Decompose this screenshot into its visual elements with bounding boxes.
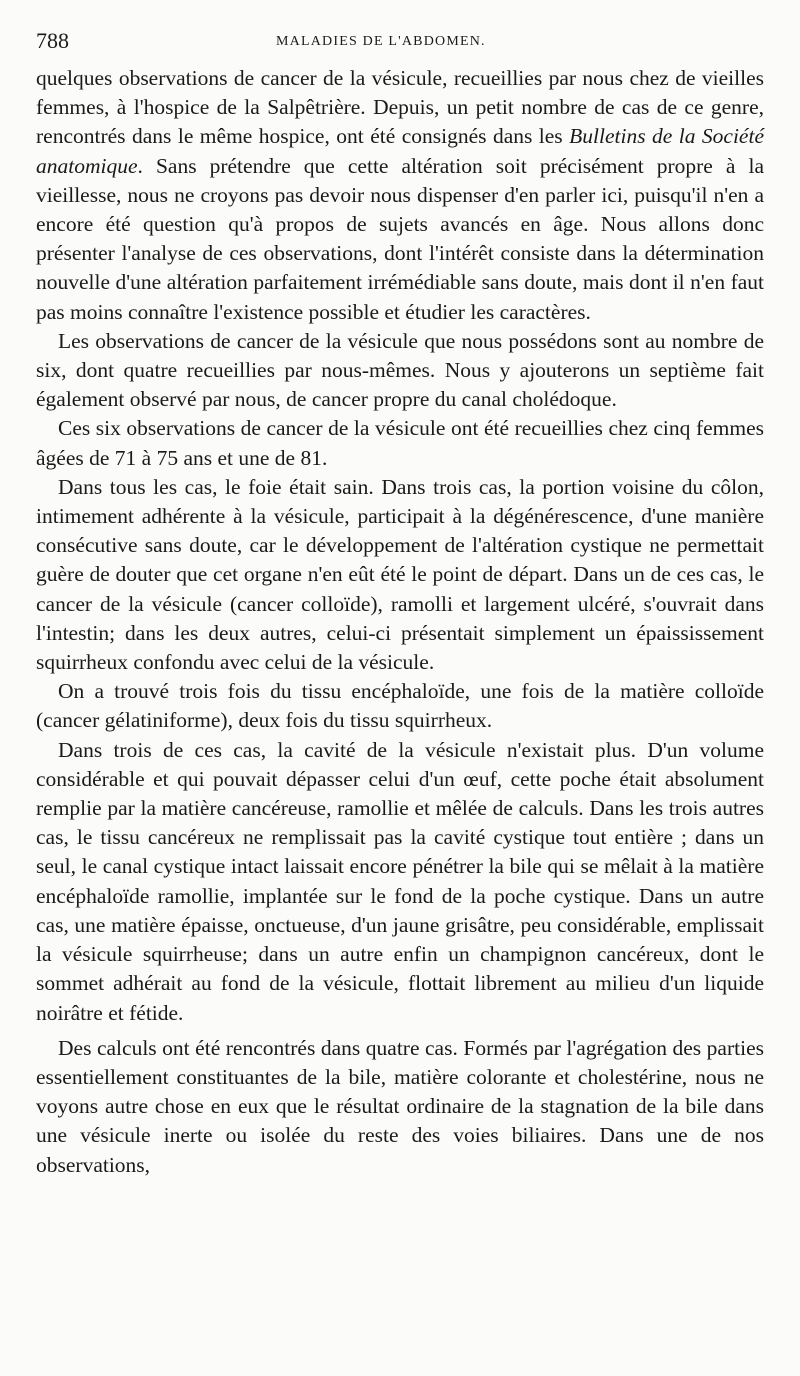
paragraph-1 [36,64,764,327]
paragraph-4: Dans tous les cas, le foie était sain. Dans trois cas, la portion voisine du côlon, intimement adhérente à la vésicule, participait à la dégénérescence, d'une manière consécutive sans doute, car le développement de l'altération cystique ne permettait guère de douter que cet organe n'en eût été le point de départ. Dans un de ces cas, le cancer de la vésicule (cancer colloïde), ramolli et largement ulcéré, s'ouvrait dans l'intestin; dans les deux autres, celui-ci présentait simplement un épaississement squirrheux confondu avec celui de la vésicule. [36,474,764,675]
paragraph-6: Dans trois de ces cas, la cavité de la vésicule n'existait plus. D'un volume considérable et qui pouvait dépasser celui d'un œuf, cette poche était absolument remplie par la matière cancéreuse, ramollie et mêlée de calculs. Dans les trois autres cas, le tissu cancéreux ne remplissait pas la cavité cystique tout entière ; dans un seul, le canal cystique intact laissait encore pénétrer la bile qui se mêlait à la matière encéphaloïde ramollie, implantée sur le fond de la poche cystique. Dans un autre cas, une matière épaisse, onctueuse, d'un jaune grisâtre, peu considérable, emplissait la vésicule squirrheuse; dans un autre enfin un champignon cancéreux, dont le sommet adhérait au fond de la vésicule, flottait librement au milieu d'un liquide noirâtre et fétide. [36,737,764,1025]
paragraph-1-before: quelques observations de cancer de la vésicule, recueillies par nous chez de vieilles femmes, à l'hospice de la Salpêtrière. Depuis, un petit nombre de cas de ce genre, rencontrés dans le même hospice, ont été consignés dans les [36,66,764,149]
running-head [36,28,764,58]
paragraph-3: Ces six observations de cancer de la vésicule ont été recueillies chez cinq femmes âgées de 71 à 75 ans et une de 81. [36,416,764,470]
body-text [36,64,764,1180]
paragraph-1-after: . Sans prétendre que cette altération soit précisément propre à la vieillesse, nous ne croyons pas devoir nous dispenser d'en parler ici, puisqu'il n'en a encore été question qu'à propos de sujets avancés en âge. Nous allons donc présenter l'analyse de ces observations, dont l'intérêt consiste dans la détermination nouvelle d'une altération parfaitement irrémédiable sans doute, mais dont il n'en faut pas moins connaître l'existence possible et étudier les caractères. [36,153,764,324]
page-number: 788 [36,28,69,53]
paragraph-2: Les observations de cancer de la vésicule que nous possédons sont au nombre de six, dont quatre recueillies par nous-mêmes. Nous y ajouterons un septième fait également observé par nous, de cancer propre du canal cholédoque. [36,328,764,412]
paragraph-7: Des calculs ont été rencontrés dans quatre cas. Formés par l'agrégation des parties essentiellement constituantes de la bile, matière colorante et cholestérine, nous ne voyons autre chose en eux que le résultat ordinaire de la stagnation de la bile dans une vésicule inerte ou isolée du reste des voies biliaires. Dans une de nos observations, [36,1035,764,1177]
paragraph-5: On a trouvé trois fois du tissu encéphaloïde, une fois de la matière colloïde (cancer gélatiniforme), deux fois du tissu squirrheux. [36,679,764,733]
running-title: MALADIES DE L'ABDOMEN. [276,34,486,49]
bulletins-title: Bulletins de la Société anatomique [36,124,764,178]
